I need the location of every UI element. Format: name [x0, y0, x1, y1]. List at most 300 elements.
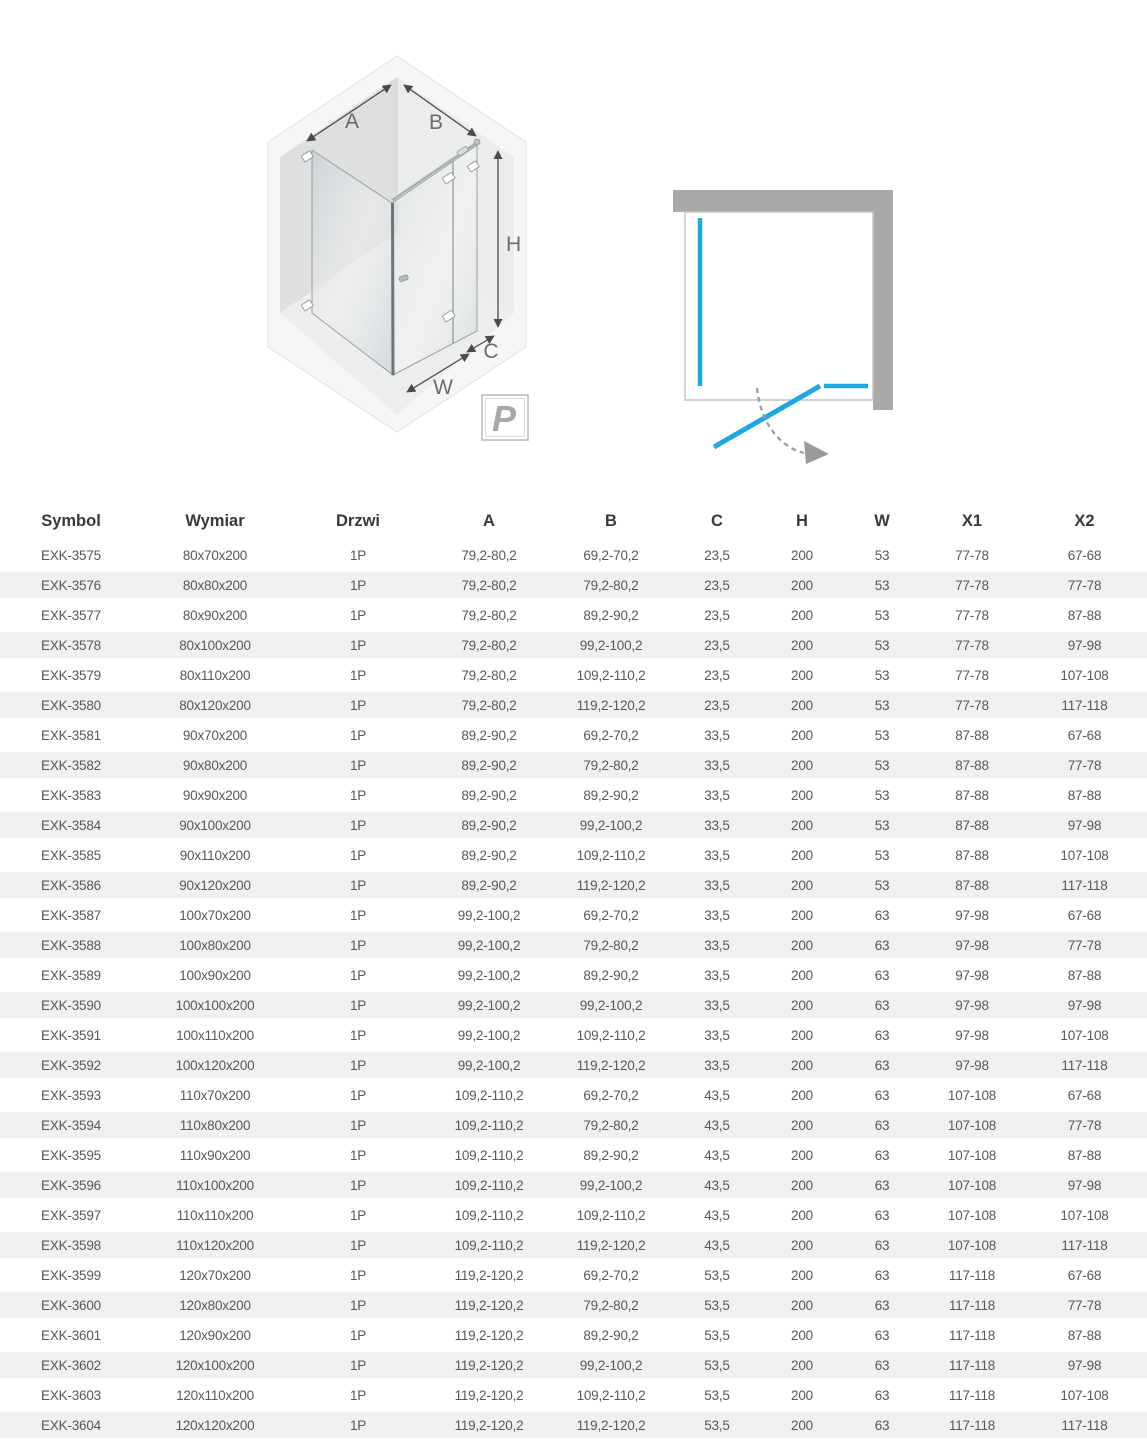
cell-h: 200: [762, 1052, 842, 1078]
table-row: [0, 1142, 1147, 1168]
column-header-a: A: [483, 511, 495, 530]
cell-a: 119,2-120,2: [428, 1412, 550, 1438]
cell-x2: 117-118: [1022, 872, 1147, 898]
cell-x1: 107-108: [922, 1172, 1022, 1198]
cell-h: 200: [762, 752, 842, 778]
cell-w: 53: [874, 847, 890, 863]
cell-symbol: EXK-3582: [0, 752, 142, 778]
cell-h: 200: [762, 1412, 842, 1438]
cell-c: 43,5: [704, 1087, 730, 1103]
cell-symbol: EXK-3593: [41, 1087, 101, 1103]
cell-b: 89,2-90,2: [583, 1147, 639, 1163]
column-header-x1: X1: [961, 511, 983, 530]
cell-c: 23,5: [672, 572, 762, 598]
cell-x1: 97-98: [922, 992, 1022, 1018]
cell-wymiar: 120x110x200: [176, 1387, 254, 1403]
cell-x1: 77-78: [955, 547, 989, 563]
bar-knob: [474, 139, 480, 145]
table-row: [0, 722, 1147, 748]
cell-a: 109,2-110,2: [454, 1207, 524, 1223]
cell-wymiar: 90x90x200: [182, 787, 248, 803]
cell-h: 200: [762, 1352, 842, 1378]
cell-wymiar: 100x90x200: [179, 967, 251, 983]
cell-symbol: EXK-3584: [0, 812, 142, 838]
wall-right: [873, 190, 893, 410]
cell-c: 53,5: [672, 1412, 762, 1438]
cell-c: 43,5: [672, 1232, 762, 1258]
cell-a: 99,2-100,2: [428, 1052, 550, 1078]
cell-wymiar: 100x80x200: [142, 932, 288, 958]
cell-symbol: EXK-3590: [0, 992, 142, 1018]
cell-w: 63: [874, 1027, 890, 1043]
cell-b: 99,2-100,2: [550, 632, 672, 658]
cell-x1: 117-118: [922, 1292, 1022, 1318]
cell-w: 63: [842, 1232, 922, 1258]
cell-drzwi: 1P: [288, 1172, 428, 1198]
cell-a: 79,2-80,2: [461, 547, 517, 563]
cell-a: 119,2-120,2: [454, 1267, 524, 1283]
cell-symbol: EXK-3594: [0, 1112, 142, 1138]
cell-h: 200: [762, 632, 842, 658]
cell-a: 119,2-120,2: [454, 1327, 524, 1343]
cell-h: 200: [762, 1292, 842, 1318]
cell-w: 63: [874, 1207, 890, 1223]
cell-b: 69,2-70,2: [583, 727, 639, 743]
cell-wymiar: 80x110x200: [179, 667, 251, 683]
cell-x1: 87-88: [922, 812, 1022, 838]
table-row: [0, 992, 1147, 1018]
cell-c: 33,5: [672, 932, 762, 958]
table-row: [0, 872, 1147, 898]
cell-x2: 77-78: [1022, 1292, 1147, 1318]
cell-x2: 107-108: [1060, 1027, 1109, 1043]
cell-wymiar: 110x110x200: [176, 1207, 254, 1223]
cell-w: 63: [874, 1267, 890, 1283]
cell-wymiar: 90x70x200: [182, 727, 248, 743]
cell-wymiar: 80x70x200: [182, 547, 248, 563]
cell-x1: 107-108: [922, 1232, 1022, 1258]
cell-x1: 97-98: [955, 1027, 989, 1043]
cell-b: 89,2-90,2: [583, 967, 639, 983]
cell-wymiar: 90x80x200: [142, 752, 288, 778]
cell-symbol: EXK-3589: [41, 967, 101, 983]
cell-wymiar: 120x80x200: [142, 1292, 288, 1318]
cell-c: 33,5: [704, 967, 730, 983]
cell-w: 63: [874, 967, 890, 983]
cell-x1: 97-98: [955, 967, 989, 983]
cell-b: 79,2-80,2: [550, 932, 672, 958]
cell-c: 33,5: [672, 752, 762, 778]
cell-x2: 87-88: [1067, 1327, 1102, 1343]
cell-a: 99,2-100,2: [457, 907, 521, 923]
table-row: [0, 602, 1147, 628]
cell-b: 99,2-100,2: [550, 812, 672, 838]
cell-x2: 67-68: [1067, 547, 1102, 563]
cell-b: 79,2-80,2: [550, 1112, 672, 1138]
cell-wymiar: 80x100x200: [142, 632, 288, 658]
cell-symbol: EXK-3585: [41, 847, 101, 863]
cell-c: 33,5: [704, 847, 730, 863]
table-row: [0, 1082, 1147, 1108]
cell-h: 200: [791, 907, 813, 923]
cell-b: 79,2-80,2: [550, 752, 672, 778]
cell-wymiar: 120x120x200: [142, 1412, 288, 1438]
cell-a: 109,2-110,2: [454, 1087, 524, 1103]
cell-drzwi: 1P: [288, 1052, 428, 1078]
cell-h: 200: [762, 992, 842, 1018]
cell-c: 43,5: [704, 1207, 730, 1223]
cell-a: 109,2-110,2: [428, 1112, 550, 1138]
cell-wymiar: 80x90x200: [182, 607, 248, 623]
cell-w: 63: [842, 1052, 922, 1078]
cell-c: 33,5: [704, 787, 730, 803]
dimension-label-b: B: [428, 111, 444, 134]
cell-c: 53,5: [704, 1267, 730, 1283]
wall-top: [673, 190, 893, 212]
cell-wymiar: 90x110x200: [179, 847, 251, 863]
cell-x2: 97-98: [1022, 812, 1147, 838]
cell-c: 33,5: [672, 992, 762, 1018]
cell-symbol: EXK-3576: [0, 572, 142, 598]
table-row: [0, 932, 1147, 958]
cell-symbol: EXK-3595: [41, 1147, 101, 1163]
cell-wymiar: 100x110x200: [176, 1027, 254, 1043]
cell-h: 200: [791, 1327, 813, 1343]
cell-x2: 117-118: [1022, 1232, 1147, 1258]
cell-w: 53: [874, 787, 890, 803]
table-row: [0, 1112, 1147, 1138]
column-header-drzwi: Drzwi: [335, 511, 380, 530]
cell-a: 119,2-120,2: [454, 1387, 524, 1403]
cell-b: 89,2-90,2: [583, 607, 639, 623]
cell-wymiar: 110x90x200: [179, 1147, 251, 1163]
cell-h: 200: [791, 667, 813, 683]
cell-drzwi: 1P: [288, 632, 428, 658]
cell-h: 200: [791, 1087, 813, 1103]
cell-w: 53: [874, 727, 890, 743]
cell-a: 109,2-110,2: [454, 1147, 524, 1163]
cell-b: 119,2-120,2: [550, 1052, 672, 1078]
table-row: [0, 632, 1147, 658]
cell-b: 99,2-100,2: [550, 1172, 672, 1198]
cell-x2: 87-88: [1067, 607, 1102, 623]
cell-w: 63: [842, 1292, 922, 1318]
cell-c: 33,5: [704, 907, 730, 923]
cell-x1: 97-98: [922, 932, 1022, 958]
cell-wymiar: 120x90x200: [179, 1327, 251, 1343]
cell-x1: 77-78: [922, 692, 1022, 718]
cell-b: 69,2-70,2: [583, 907, 639, 923]
cell-symbol: EXK-3587: [41, 907, 101, 923]
table-row: [0, 1172, 1147, 1198]
cell-x2: 87-88: [1067, 787, 1102, 803]
cell-drzwi: 1P: [288, 1292, 428, 1318]
cell-wymiar: 90x100x200: [142, 812, 288, 838]
cell-x1: 117-118: [922, 1412, 1022, 1438]
cell-x2: 117-118: [1022, 692, 1147, 718]
cell-symbol: EXK-3591: [41, 1027, 101, 1043]
top-view-diagram: [630, 150, 960, 480]
cell-b: 79,2-80,2: [550, 1292, 672, 1318]
cell-a: 109,2-110,2: [428, 1232, 550, 1258]
table-row: [0, 1412, 1147, 1438]
cell-symbol: EXK-3598: [0, 1232, 142, 1258]
table-row: [0, 1292, 1147, 1318]
cell-w: 63: [842, 992, 922, 1018]
cell-x2: 107-108: [1060, 667, 1109, 683]
cell-x1: 77-78: [922, 632, 1022, 658]
cell-c: 23,5: [704, 547, 730, 563]
cell-b: 79,2-80,2: [550, 572, 672, 598]
cell-drzwi: 1P: [288, 1232, 428, 1258]
cell-w: 63: [842, 932, 922, 958]
cell-wymiar: 80x80x200: [142, 572, 288, 598]
table-row: [0, 1232, 1147, 1258]
cell-symbol: EXK-3604: [0, 1412, 142, 1438]
cell-w: 53: [874, 667, 890, 683]
table-row: [0, 812, 1147, 838]
cell-x2: 117-118: [1022, 1412, 1147, 1438]
cell-c: 43,5: [672, 1112, 762, 1138]
cell-symbol: EXK-3592: [0, 1052, 142, 1078]
cell-x1: 107-108: [922, 1112, 1022, 1138]
cell-symbol: EXK-3588: [0, 932, 142, 958]
cell-drzwi: 1P: [349, 547, 367, 563]
cell-w: 53: [842, 872, 922, 898]
cell-x2: 97-98: [1022, 632, 1147, 658]
cell-b: 69,2-70,2: [583, 1267, 639, 1283]
cell-wymiar: 110x100x200: [142, 1172, 288, 1198]
cell-h: 200: [791, 1027, 813, 1043]
cell-symbol: EXK-3581: [41, 727, 101, 743]
cell-w: 63: [874, 1327, 890, 1343]
cell-b: 69,2-70,2: [583, 1087, 639, 1103]
cell-x1: 107-108: [947, 1147, 997, 1163]
cell-x1: 77-78: [955, 607, 989, 623]
table-row: [0, 1052, 1147, 1078]
cell-x2: 67-68: [1067, 1267, 1102, 1283]
cell-x2: 77-78: [1022, 752, 1147, 778]
cell-h: 200: [762, 812, 842, 838]
cell-drzwi: 1P: [349, 847, 367, 863]
cell-drzwi: 1P: [349, 607, 367, 623]
cell-b: 109,2-110,2: [576, 667, 646, 683]
cell-wymiar: 120x100x200: [142, 1352, 288, 1378]
cell-b: 89,2-90,2: [583, 1327, 639, 1343]
cell-h: 200: [762, 1172, 842, 1198]
cell-w: 63: [874, 1387, 890, 1403]
cell-a: 119,2-120,2: [428, 1292, 550, 1318]
shower-tray-outline: [685, 212, 873, 400]
cell-drzwi: 1P: [288, 692, 428, 718]
cell-x2: 87-88: [1067, 967, 1102, 983]
cell-h: 200: [762, 692, 842, 718]
cell-a: 89,2-90,2: [461, 847, 517, 863]
cell-h: 200: [762, 1112, 842, 1138]
cell-x1: 117-118: [948, 1267, 996, 1283]
cell-b: 89,2-90,2: [583, 787, 639, 803]
cell-b: 69,2-70,2: [583, 547, 639, 563]
table-row: [0, 962, 1147, 988]
dimension-label-h: H: [506, 233, 522, 256]
cell-h: 200: [791, 727, 813, 743]
cell-symbol: EXK-3600: [0, 1292, 142, 1318]
cell-x1: 117-118: [948, 1387, 996, 1403]
cell-h: 200: [762, 572, 842, 598]
cell-drzwi: 1P: [349, 1027, 367, 1043]
cell-c: 53,5: [704, 1327, 730, 1343]
cell-b: 109,2-110,2: [576, 847, 646, 863]
cell-symbol: EXK-3603: [41, 1387, 101, 1403]
cell-b: 109,2-110,2: [576, 1387, 646, 1403]
cell-w: 53: [874, 607, 890, 623]
cell-h: 200: [762, 872, 842, 898]
isometric-diagram: [240, 30, 560, 470]
cell-symbol: EXK-3583: [41, 787, 101, 803]
cell-x2: 67-68: [1067, 1087, 1102, 1103]
cell-b: 119,2-120,2: [550, 872, 672, 898]
table-row: [0, 1322, 1147, 1348]
cell-drzwi: 1P: [288, 572, 428, 598]
cell-b: 119,2-120,2: [550, 1412, 672, 1438]
cell-x1: 117-118: [948, 1327, 996, 1343]
cell-drzwi: 1P: [288, 812, 428, 838]
cell-symbol: EXK-3577: [41, 607, 101, 623]
column-header-w: W: [874, 511, 890, 530]
cell-a: 79,2-80,2: [428, 692, 550, 718]
cell-x1: 97-98: [922, 1052, 1022, 1078]
cell-a: 109,2-110,2: [428, 1172, 550, 1198]
table-row: [0, 782, 1147, 808]
cell-x1: 117-118: [922, 1352, 1022, 1378]
cell-a: 79,2-80,2: [428, 572, 550, 598]
cell-x2: 97-98: [1022, 1352, 1147, 1378]
cell-x1: 107-108: [947, 1207, 997, 1223]
cell-x2: 107-108: [1060, 847, 1109, 863]
cell-w: 53: [842, 632, 922, 658]
cell-x1: 87-88: [955, 787, 989, 803]
cell-x1: 107-108: [947, 1087, 997, 1103]
cell-drzwi: 1P: [288, 752, 428, 778]
cell-symbol: EXK-3586: [0, 872, 142, 898]
swing-direction-arrow: [804, 441, 829, 464]
cell-drzwi: 1P: [349, 1267, 367, 1283]
cell-h: 200: [791, 1267, 813, 1283]
table-row: [0, 1262, 1147, 1288]
cell-a: 89,2-90,2: [461, 787, 517, 803]
cell-drzwi: 1P: [349, 1207, 367, 1223]
cell-w: 53: [842, 692, 922, 718]
table-row: [0, 542, 1147, 568]
cell-drzwi: 1P: [349, 787, 367, 803]
cell-wymiar: 100x70x200: [179, 907, 251, 923]
table-row: [0, 692, 1147, 718]
cell-x1: 87-88: [922, 872, 1022, 898]
cell-wymiar: 110x70x200: [179, 1087, 251, 1103]
spec-table: [0, 500, 1147, 1442]
cell-b: 109,2-110,2: [576, 1027, 646, 1043]
cell-wymiar: 100x100x200: [142, 992, 288, 1018]
cell-h: 200: [791, 967, 813, 983]
table-row: [0, 1382, 1147, 1408]
cell-x1: 77-78: [922, 572, 1022, 598]
cell-symbol: EXK-3602: [0, 1352, 142, 1378]
cell-symbol: EXK-3578: [0, 632, 142, 658]
cell-a: 99,2-100,2: [457, 1027, 521, 1043]
cell-a: 99,2-100,2: [428, 992, 550, 1018]
cell-x1: 77-78: [955, 667, 989, 683]
cell-h: 200: [791, 607, 813, 623]
cell-drzwi: 1P: [349, 907, 367, 923]
cell-w: 63: [874, 1147, 890, 1163]
cell-b: 109,2-110,2: [576, 1207, 646, 1223]
cell-w: 53: [842, 812, 922, 838]
cell-x1: 87-88: [955, 847, 989, 863]
corner-post: [393, 203, 394, 375]
column-header-h: H: [796, 511, 808, 530]
cell-a: 89,2-90,2: [428, 812, 550, 838]
table-row: [0, 662, 1147, 688]
column-header-b: B: [605, 511, 617, 530]
cell-x2: 107-108: [1060, 1207, 1109, 1223]
cell-a: 119,2-120,2: [428, 1352, 550, 1378]
cell-c: 33,5: [672, 872, 762, 898]
cell-drzwi: 1P: [288, 932, 428, 958]
cell-w: 53: [842, 572, 922, 598]
column-header-x2: X2: [1074, 511, 1095, 530]
dimension-label-a: A: [344, 110, 360, 133]
cell-c: 33,5: [672, 812, 762, 838]
cell-wymiar: 80x120x200: [142, 692, 288, 718]
cell-w: 53: [842, 752, 922, 778]
cell-c: 33,5: [704, 1027, 730, 1043]
cell-h: 200: [791, 847, 813, 863]
table-row: [0, 1352, 1147, 1378]
table-row: [0, 572, 1147, 598]
cell-x1: 97-98: [955, 907, 989, 923]
cell-drzwi: 1P: [288, 872, 428, 898]
cell-drzwi: 1P: [288, 1412, 428, 1438]
cell-x2: 67-68: [1067, 907, 1102, 923]
cell-x2: 67-68: [1067, 727, 1102, 743]
cell-c: 43,5: [704, 1147, 730, 1163]
cell-c: 33,5: [672, 1052, 762, 1078]
cell-symbol: EXK-3580: [0, 692, 142, 718]
cell-c: 43,5: [672, 1172, 762, 1198]
cell-symbol: EXK-3579: [41, 667, 101, 683]
cell-b: 99,2-100,2: [550, 992, 672, 1018]
cell-a: 89,2-90,2: [428, 752, 550, 778]
cell-h: 200: [762, 1232, 842, 1258]
table-row: [0, 1022, 1147, 1048]
cell-wymiar: 120x70x200: [179, 1267, 251, 1283]
cell-b: 119,2-120,2: [550, 692, 672, 718]
cell-drzwi: 1P: [349, 667, 367, 683]
cell-x2: 77-78: [1022, 932, 1147, 958]
cell-a: 99,2-100,2: [457, 967, 521, 983]
column-header-c: C: [711, 511, 723, 530]
cell-h: 200: [791, 787, 813, 803]
cell-wymiar: 110x80x200: [142, 1112, 288, 1138]
cell-drzwi: 1P: [288, 1352, 428, 1378]
cell-drzwi: 1P: [288, 1112, 428, 1138]
p-logo: [482, 395, 528, 440]
cell-x2: 107-108: [1060, 1387, 1109, 1403]
dimension-label-w: W: [433, 376, 453, 399]
table-row: [0, 842, 1147, 868]
cell-b: 119,2-120,2: [550, 1232, 672, 1258]
cell-w: 63: [874, 1087, 890, 1103]
